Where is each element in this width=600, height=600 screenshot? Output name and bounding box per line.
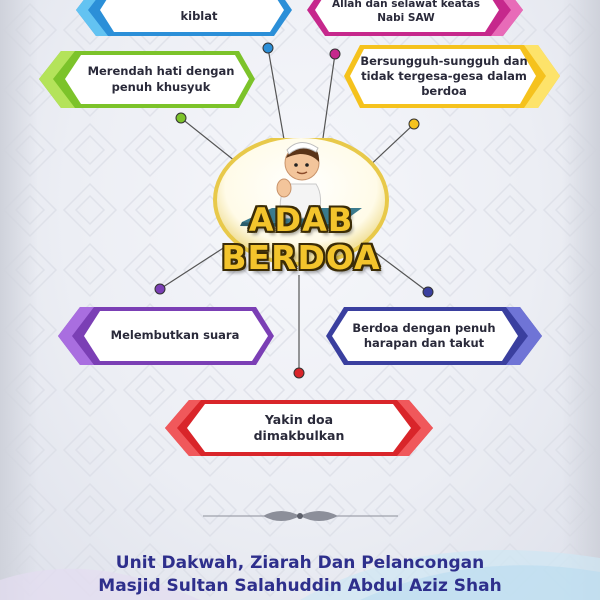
node-melembutkan-suara-label: Melembutkan suara <box>110 328 240 343</box>
center-title-line1: ADAB <box>248 201 354 239</box>
node-bersungguh-label: Bersungguh-sungguh dan tidak tergesa-gesa dalam berdoa <box>360 53 528 99</box>
node-yakin-doa <box>165 400 433 456</box>
node-harapan-takut <box>326 307 542 365</box>
connector-dot <box>330 49 340 59</box>
node-kiblat <box>74 0 294 36</box>
connector-dot <box>155 284 165 294</box>
connector-dot <box>423 287 433 297</box>
connector-dot <box>263 43 273 53</box>
center-emblem <box>212 138 390 278</box>
node-kiblat-label: kiblat <box>180 9 218 24</box>
connector-dot <box>176 113 186 123</box>
node-harapan-takut-label: Berdoa dengan penuh harapan dan takut <box>352 320 496 350</box>
node-merendah-hati-label: Merendah hati dengan penuh khusyuk <box>87 64 235 94</box>
node-allah-selawat-label: Allah dan selawat keatas Nabi SAW <box>331 0 481 24</box>
node-bersungguh <box>344 45 560 108</box>
footer-line2: Masjid Sultan Salahuddin Abdul Aziz Shah <box>98 576 502 596</box>
center-title-line2: BERDOA <box>221 238 381 277</box>
footer-line1: Unit Dakwah, Ziarah Dan Pelancongan <box>115 553 485 573</box>
connector-dot <box>409 119 419 129</box>
connector-dot <box>294 368 304 378</box>
node-allah-selawat <box>307 0 525 36</box>
node-merendah-hati <box>39 51 256 108</box>
node-melembutkan-suara <box>58 307 274 365</box>
node-yakin-doa-label: Yakin doa dimakbulkan <box>253 411 345 443</box>
